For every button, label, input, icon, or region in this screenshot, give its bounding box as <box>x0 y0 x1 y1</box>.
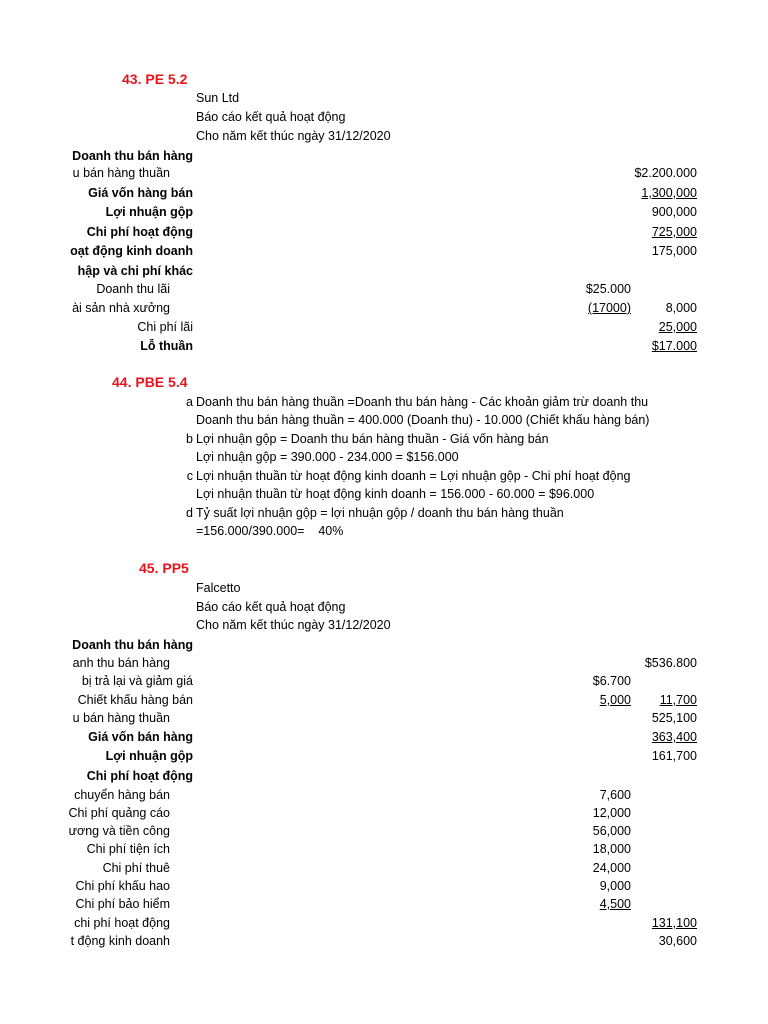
cogs-total: 363,400 <box>651 730 697 744</box>
interest-expense-total: 25,000 <box>658 320 697 334</box>
operating-expenses-total: 725,000 <box>651 225 697 239</box>
row-net-sales: u bán hàng thuần <box>72 711 170 725</box>
row-gross-profit: Lợi nhuận gộp <box>105 749 193 763</box>
row-gross-profit: Lợi nhuận gộp <box>105 205 193 219</box>
row-depreciation-expense: Chi phí khấu hao <box>75 879 170 893</box>
advertising-expense-amount: 12,000 <box>592 806 631 820</box>
row-operating-expenses: Chi phí hoạt động <box>86 225 193 239</box>
row-income-from-operations: t động kinh doanh <box>70 934 170 948</box>
interest-revenue-amount: $25.000 <box>585 282 631 296</box>
sales-returns-amount: $6.700 <box>592 674 631 688</box>
total-operating-expenses: 131,100 <box>651 916 697 930</box>
cogs-total: 1,300,000 <box>641 186 697 200</box>
row-gross-sales: anh thu bán hàng <box>72 656 170 670</box>
item-letter-a: a <box>186 395 193 409</box>
row-sales-discounts: Chiết khấu hàng bán <box>77 693 193 707</box>
company-name: Falcetto <box>196 581 241 595</box>
sales-deductions-total: 11,700 <box>659 693 697 707</box>
section-43-heading: 43. PE 5.2 <box>122 71 188 87</box>
row-salaries-wages: ương và tiền công <box>68 824 170 838</box>
rent-expense-amount: 24,000 <box>592 861 631 875</box>
answer-line-c2: Lợi nhuận thuần từ hoạt động kinh doanh = 156.000 - 60.000 = $96.000 <box>196 487 595 501</box>
answer-line-d1: Tỷ suất lợi nhuận gộp = lợi nhuận gộp / doanh thu bán hàng thuần <box>196 506 564 520</box>
report-period: Cho năm kết thúc ngày 31/12/2020 <box>196 129 391 143</box>
salaries-wages-amount: 56,000 <box>592 824 631 838</box>
answer-line-b2: Lợi nhuận gộp = 390.000 - 234.000 = $156.000 <box>196 450 459 464</box>
row-freight-out: chuyển hàng bán <box>74 788 170 802</box>
sales-discounts-amount: 5,000 <box>599 693 631 707</box>
row-sales-returns: bị trả lại và giảm giá <box>81 674 193 688</box>
other-net-total: 8,000 <box>665 301 697 315</box>
row-advertising-expense: Chi phí quảng cáo <box>68 806 170 820</box>
operating-income-total: 175,000 <box>651 244 697 258</box>
company-name: Sun Ltd <box>196 91 240 105</box>
row-revenue-header: Doanh thu bán hàng <box>72 638 193 652</box>
row-loss-on-plant-assets: ài sản nhà xưởng <box>72 301 170 315</box>
utilities-expense-amount: 18,000 <box>592 842 631 856</box>
item-letter-c: c <box>186 469 193 483</box>
depreciation-expense-amount: 9,000 <box>599 879 631 893</box>
answer-line-b1: Lợi nhuận gộp = Doanh thu bán hàng thuần - Giá vốn hàng bán <box>196 432 549 446</box>
gross-profit-total: 900,000 <box>651 205 697 219</box>
answer-line-a2: Doanh thu bán hàng thuần = 400.000 (Doanh thu) - 10.000 (Chiết khấu hàng bán) <box>196 413 650 427</box>
net-sales-total: 525,100 <box>651 711 697 725</box>
report-period: Cho năm kết thúc ngày 31/12/2020 <box>196 618 391 632</box>
loss-on-plant-assets-amount: (17000) <box>587 301 631 315</box>
row-total-operating-expenses: chi phí hoạt động <box>74 916 170 930</box>
row-revenue-header: Doanh thu bán hàng <box>72 149 193 163</box>
income-from-operations-total: 30,600 <box>658 934 697 948</box>
row-other-income-expense: hập và chi phí khác <box>77 264 193 278</box>
row-net-loss: Lỗ thuần <box>140 339 193 353</box>
gross-sales-total: $536.800 <box>644 656 697 670</box>
answer-line-c1: Lợi nhuận thuần từ hoạt động kinh doanh = Lợi nhuận gộp - Chi phí hoạt động <box>196 469 631 483</box>
freight-out-amount: 7,600 <box>599 788 631 802</box>
section-44-heading: 44. PBE 5.4 <box>112 374 188 390</box>
row-rent-expense: Chi phí thuê <box>102 861 170 875</box>
net-loss-total: $17.000 <box>651 339 697 353</box>
row-insurance-expense: Chi phí bảo hiểm <box>75 897 170 911</box>
row-interest-expense: Chi phí lãi <box>137 320 193 334</box>
row-cogs: Giá vốn bán hàng <box>88 730 193 744</box>
row-utilities-expense: Chi phí tiện ích <box>86 842 170 856</box>
section-45-heading: 45. PP5 <box>139 560 189 576</box>
gross-profit-total: 161,700 <box>651 749 697 763</box>
answer-line-d2: =156.000/390.000= 40% <box>196 524 344 538</box>
row-interest-revenue: Doanh thu lãi <box>96 282 170 296</box>
report-title: Báo cáo kết quả hoạt động <box>196 600 346 614</box>
answer-line-a1: Doanh thu bán hàng thuần =Doanh thu bán hàng - Các khoản giảm trừ doanh thu <box>196 395 649 409</box>
insurance-expense-amount: 4,500 <box>599 897 631 911</box>
row-cogs: Giá vốn hàng bán <box>88 186 193 200</box>
row-operating-income: oạt động kinh doanh <box>70 244 193 258</box>
row-net-sales: u bán hàng thuần <box>72 166 170 180</box>
item-letter-d: d <box>186 506 193 520</box>
net-sales-total: $2.200.000 <box>634 166 697 180</box>
row-operating-expenses-header: Chi phí hoạt động <box>86 769 193 783</box>
item-letter-b: b <box>186 432 193 446</box>
report-title: Báo cáo kết quả hoạt động <box>196 110 346 124</box>
